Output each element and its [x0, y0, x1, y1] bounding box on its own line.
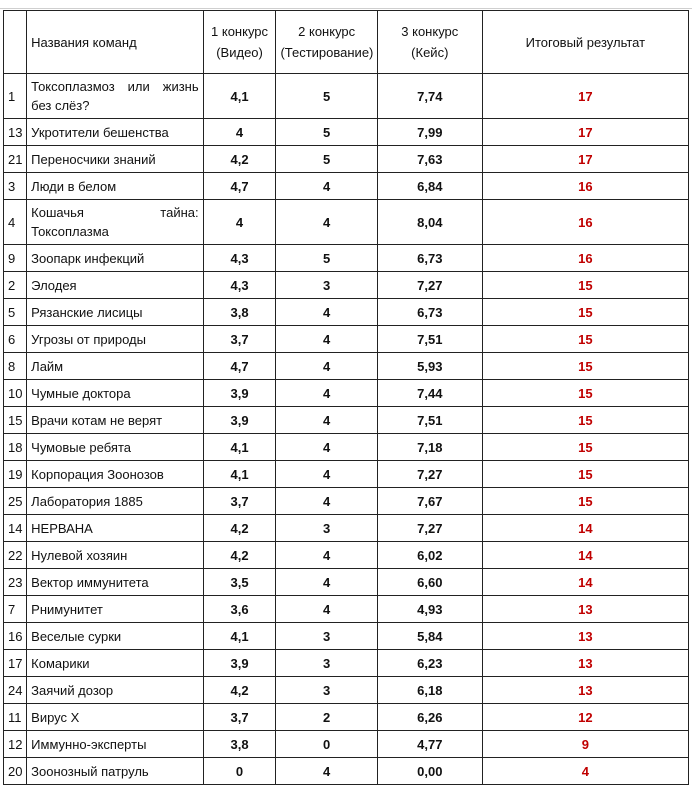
table-row [4, 200, 689, 245]
contest-3-score: 4,93 [377, 596, 482, 623]
contest-1-score: 3,9 [203, 407, 276, 434]
team-name: НЕРВАНА [27, 515, 203, 542]
total-score: 15 [482, 326, 688, 353]
header-row [4, 11, 689, 74]
contest-2-score: 4 [276, 299, 377, 326]
contest-1-score: 4,1 [203, 461, 276, 488]
team-name: Переносчики знаний [27, 146, 203, 173]
top-rule [0, 8, 692, 9]
contest-1-score: 4,3 [203, 245, 276, 272]
contest-3-score: 7,99 [377, 119, 482, 146]
contest-3-score: 6,60 [377, 569, 482, 596]
total-score: 17 [482, 146, 688, 173]
contest-1-score: 3,7 [203, 488, 276, 515]
contest-1-score: 0 [203, 758, 276, 785]
total-score: 15 [482, 299, 688, 326]
total-score: 15 [482, 488, 688, 515]
row-number: 13 [4, 119, 27, 146]
total-score: 16 [482, 200, 688, 245]
team-name: Чумовые ребята [27, 434, 203, 461]
contest-3-score: 7,27 [377, 272, 482, 299]
contest-1-score: 4,2 [203, 677, 276, 704]
row-number: 14 [4, 515, 27, 542]
row-number: 24 [4, 677, 27, 704]
table-row [4, 650, 689, 677]
contest-3-score: 0,00 [377, 758, 482, 785]
contest-2-score: 3 [276, 677, 377, 704]
contest-2-score: 3 [276, 650, 377, 677]
contest-1-score: 4,2 [203, 515, 276, 542]
contest-2-score: 5 [276, 146, 377, 173]
contest-2-score: 4 [276, 380, 377, 407]
table-row [4, 542, 689, 569]
row-number: 21 [4, 146, 27, 173]
contest-2-score: 4 [276, 758, 377, 785]
contest-3-score: 7,67 [377, 488, 482, 515]
header-num [4, 11, 27, 74]
total-score: 14 [482, 542, 688, 569]
row-number: 15 [4, 407, 27, 434]
total-score: 15 [482, 272, 688, 299]
table-row [4, 146, 689, 173]
total-score: 16 [482, 245, 688, 272]
results-table [3, 10, 689, 785]
contest-2-score: 5 [276, 74, 377, 119]
row-number: 17 [4, 650, 27, 677]
header-total: Итоговый результат [482, 11, 688, 74]
team-name: Угрозы от природы [27, 326, 203, 353]
team-name: Лайм [27, 353, 203, 380]
total-score: 15 [482, 380, 688, 407]
team-name: Лаборатория 1885 [27, 488, 203, 515]
total-score: 15 [482, 461, 688, 488]
contest-2-score: 4 [276, 542, 377, 569]
team-name: Вирус Х [27, 704, 203, 731]
row-number: 18 [4, 434, 27, 461]
team-name: Врачи котам не верят [27, 407, 203, 434]
team-name: Рязанские лисицы [27, 299, 203, 326]
contest-1-score: 4,7 [203, 353, 276, 380]
row-number: 2 [4, 272, 27, 299]
contest-3-score: 6,73 [377, 299, 482, 326]
total-score: 14 [482, 515, 688, 542]
table-row [4, 731, 689, 758]
table-row [4, 569, 689, 596]
row-number: 25 [4, 488, 27, 515]
row-number: 7 [4, 596, 27, 623]
table-row [4, 299, 689, 326]
contest-1-score: 3,5 [203, 569, 276, 596]
table-row [4, 245, 689, 272]
contest-3-score: 7,51 [377, 326, 482, 353]
total-score: 12 [482, 704, 688, 731]
row-number: 3 [4, 173, 27, 200]
contest-2-score: 4 [276, 326, 377, 353]
team-name: Токсоплазмоз или жизнь без слёз? [27, 74, 203, 119]
row-number: 23 [4, 569, 27, 596]
contest-2-score: 4 [276, 461, 377, 488]
contest-1-score: 4,3 [203, 272, 276, 299]
team-name: Чумные доктора [27, 380, 203, 407]
contest-3-score: 6,18 [377, 677, 482, 704]
header-contest-2: 2 конкурс (Тестирование) [276, 11, 377, 74]
row-number: 16 [4, 623, 27, 650]
header-contest-3: 3 конкурс (Кейс) [377, 11, 482, 74]
table-row [4, 272, 689, 299]
contest-1-score: 4,2 [203, 542, 276, 569]
contest-3-score: 7,51 [377, 407, 482, 434]
contest-1-score: 3,7 [203, 326, 276, 353]
contest-2-score: 5 [276, 245, 377, 272]
table-row [4, 173, 689, 200]
row-number: 6 [4, 326, 27, 353]
contest-2-score: 4 [276, 353, 377, 380]
contest-1-score: 4,2 [203, 146, 276, 173]
contest-1-score: 3,9 [203, 650, 276, 677]
contest-1-score: 4,7 [203, 173, 276, 200]
total-score: 17 [482, 74, 688, 119]
contest-2-score: 4 [276, 200, 377, 245]
contest-1-score: 4 [203, 119, 276, 146]
team-name: Зоопарк инфекций [27, 245, 203, 272]
contest-3-score: 8,04 [377, 200, 482, 245]
total-score: 13 [482, 650, 688, 677]
total-score: 13 [482, 596, 688, 623]
contest-1-score: 4,1 [203, 74, 276, 119]
row-number: 9 [4, 245, 27, 272]
table-row [4, 596, 689, 623]
table-row [4, 461, 689, 488]
contest-2-score: 0 [276, 731, 377, 758]
contest-3-score: 5,93 [377, 353, 482, 380]
contest-2-score: 2 [276, 704, 377, 731]
contest-3-score: 6,23 [377, 650, 482, 677]
team-name: Вектор иммунитета [27, 569, 203, 596]
contest-2-score: 5 [276, 119, 377, 146]
contest-3-score: 7,18 [377, 434, 482, 461]
contest-3-score: 7,63 [377, 146, 482, 173]
contest-3-score: 6,73 [377, 245, 482, 272]
team-name: Люди в белом [27, 173, 203, 200]
total-score: 15 [482, 407, 688, 434]
table-row [4, 488, 689, 515]
team-name: Кошачья тайна: Токсоплазма [27, 200, 203, 245]
results-body [4, 74, 689, 785]
contest-3-score: 4,77 [377, 731, 482, 758]
contest-1-score: 3,7 [203, 704, 276, 731]
contest-1-score: 4 [203, 200, 276, 245]
contest-3-score: 7,44 [377, 380, 482, 407]
row-number: 5 [4, 299, 27, 326]
total-score: 13 [482, 623, 688, 650]
table-row [4, 704, 689, 731]
contest-3-score: 5,84 [377, 623, 482, 650]
team-name: Элодея [27, 272, 203, 299]
team-name: Комарики [27, 650, 203, 677]
contest-1-score: 3,8 [203, 731, 276, 758]
team-name: Рнимунитет [27, 596, 203, 623]
row-number: 12 [4, 731, 27, 758]
total-score: 9 [482, 731, 688, 758]
total-score: 15 [482, 434, 688, 461]
table-row [4, 623, 689, 650]
total-score: 14 [482, 569, 688, 596]
header-team: Названия команд [27, 11, 203, 74]
contest-3-score: 7,74 [377, 74, 482, 119]
row-number: 8 [4, 353, 27, 380]
contest-3-score: 6,26 [377, 704, 482, 731]
team-name: Веселые сурки [27, 623, 203, 650]
row-number: 22 [4, 542, 27, 569]
contest-2-score: 4 [276, 173, 377, 200]
total-score: 13 [482, 677, 688, 704]
table-row [4, 119, 689, 146]
total-score: 15 [482, 353, 688, 380]
team-name: Нулевой хозяин [27, 542, 203, 569]
contest-3-score: 7,27 [377, 461, 482, 488]
contest-3-score: 7,27 [377, 515, 482, 542]
contest-1-score: 4,1 [203, 434, 276, 461]
team-name: Укротители бешенства [27, 119, 203, 146]
row-number: 11 [4, 704, 27, 731]
contest-3-score: 6,02 [377, 542, 482, 569]
team-name: Зоонозный патруль [27, 758, 203, 785]
row-number: 19 [4, 461, 27, 488]
table-row [4, 74, 689, 119]
contest-2-score: 3 [276, 623, 377, 650]
contest-1-score: 3,6 [203, 596, 276, 623]
team-name: Корпорация Зоонозов [27, 461, 203, 488]
total-score: 17 [482, 119, 688, 146]
contest-1-score: 3,8 [203, 299, 276, 326]
row-number: 20 [4, 758, 27, 785]
table-row [4, 515, 689, 542]
total-score: 16 [482, 173, 688, 200]
row-number: 1 [4, 74, 27, 119]
table-row [4, 380, 689, 407]
contest-2-score: 4 [276, 488, 377, 515]
row-number: 10 [4, 380, 27, 407]
table-row [4, 407, 689, 434]
table-row [4, 353, 689, 380]
team-name: Заячий дозор [27, 677, 203, 704]
row-number: 4 [4, 200, 27, 245]
table-row [4, 434, 689, 461]
table-row [4, 758, 689, 785]
table-row [4, 677, 689, 704]
contest-2-score: 3 [276, 272, 377, 299]
contest-2-score: 3 [276, 515, 377, 542]
contest-3-score: 6,84 [377, 173, 482, 200]
contest-1-score: 4,1 [203, 623, 276, 650]
contest-2-score: 4 [276, 569, 377, 596]
table-row [4, 326, 689, 353]
total-score: 4 [482, 758, 688, 785]
header-contest-1: 1 конкурс (Видео) [203, 11, 276, 74]
contest-1-score: 3,9 [203, 380, 276, 407]
contest-2-score: 4 [276, 596, 377, 623]
team-name: Иммунно-эксперты [27, 731, 203, 758]
contest-2-score: 4 [276, 434, 377, 461]
contest-2-score: 4 [276, 407, 377, 434]
